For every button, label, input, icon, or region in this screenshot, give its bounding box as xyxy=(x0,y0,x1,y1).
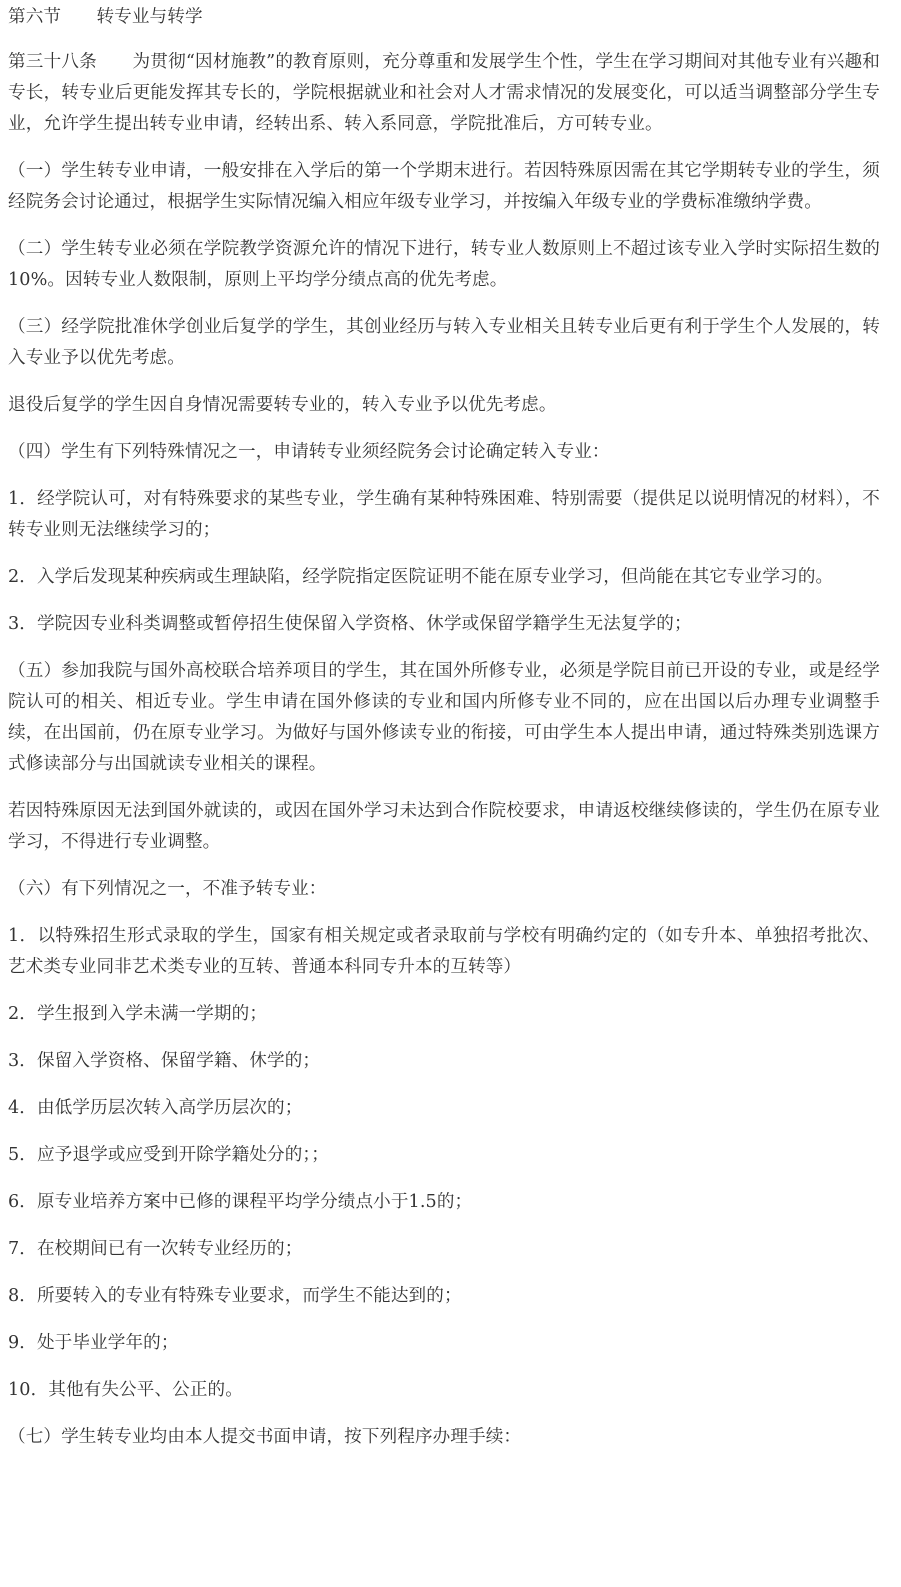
clause-5-supplement: 若因特殊原因无法到国外就读的，或因在国外学习未达到合作院校要求，申请返校继续修读的，学生仍在原专业学习，不得进行专业调整。 xyxy=(8,801,880,852)
clause-1: （一）学生转专业申请，一般安排在入学后的第一个学期末进行。若因特殊原因需在其它学期转专业的学生，须经院务会讨论通过，根据学生实际情况编入相应年级专业学习，并按编入年级专业的学费标准缴纳学费。 xyxy=(8,161,880,212)
clause-6: （六）有下列情况之一，不准予转专业： xyxy=(8,879,327,899)
clause-6-item-4: 4．由低学历层次转入高学历层次的； xyxy=(8,1098,303,1118)
section-title: 第六节 转专业与转学 xyxy=(8,7,203,27)
clause-6-item-1: 1．以特殊招生形式录取的学生，国家有相关规定或者录取前与学校有明确约定的（如专升本、单独招考批次、艺术类专业同非艺术类专业的互转、普通本科同专升本的互转等） xyxy=(8,926,880,977)
document-body xyxy=(8,0,880,1453)
clause-2: （二）学生转专业必须在学院教学资源允许的情况下进行，转专业人数原则上不超过该专业入学时实际招生数的10%。因转专业人数限制，原则上平均学分绩点高的优先考虑。 xyxy=(8,239,880,290)
clause-6-item-7: 7．在校期间已有一次转专业经历的； xyxy=(8,1239,303,1259)
clause-4-item-3: 3．学院因专业科类调整或暂停招生使保留入学资格、休学或保留学籍学生无法复学的； xyxy=(8,614,692,634)
clause-6-item-5: 5．应予退学或应受到开除学籍处分的；； xyxy=(8,1145,329,1165)
clause-3-veterans: 退役后复学的学生因自身情况需要转专业的，转入专业予以优先考虑。 xyxy=(8,395,557,415)
clause-6-item-9: 9．处于毕业学年的； xyxy=(8,1333,179,1353)
clause-4-item-1: 1．经学院认可，对有特殊要求的某些专业，学生确有某种特殊困难、特别需要（提供足以说明情况的材料），不转专业则无法继续学习的； xyxy=(8,489,880,540)
clause-6-item-3: 3．保留入学资格、保留学籍、休学的； xyxy=(8,1051,321,1071)
clause-6-item-6: 6．原专业培养方案中已修的课程平均学分绩点小于1.5的； xyxy=(8,1192,473,1212)
clause-6-item-8: 8．所要转入的专业有特殊专业要求，而学生不能达到的； xyxy=(8,1286,462,1306)
clause-3: （三）经学院批准休学创业后复学的学生，其创业经历与转入专业相关且转专业后更有利于学生个人发展的，转入专业予以优先考虑。 xyxy=(8,317,880,368)
clause-6-item-2: 2．学生报到入学未满一学期的； xyxy=(8,1004,268,1024)
clause-6-item-10: 10．其他有失公平、公正的。 xyxy=(8,1380,243,1400)
article-38: 第三十八条 为贯彻“因材施教”的教育原则，充分尊重和发展学生个性，学生在学习期间对其他专业有兴趣和专长，转专业后更能发挥其专长的，学院根据就业和社会对人才需求情况的发展变化，可以适当调整部分学生专业，允许学生提出转专业申请，经转出系、转入系同意，学院批准后，方可转专业。 xyxy=(8,52,880,134)
clause-7: （七）学生转专业均由本人提交书面申请，按下列程序办理手续： xyxy=(8,1427,522,1447)
clause-4: （四）学生有下列特殊情况之一，申请转专业须经院务会讨论确定转入专业： xyxy=(8,442,610,462)
clause-5: （五）参加我院与国外高校联合培养项目的学生，其在国外所修专业，必须是学院目前已开设的专业，或是经学院认可的相关、相近专业。学生申请在国外修读的专业和国内所修专业不同的，应在出国以后办理专业调整手续，在出国前，仍在原专业学习。为做好与国外修读专业的衔接，可由学生本人提出申请，通过特殊类别选课方式修读部分与出国就读专业相关的课程。 xyxy=(8,661,880,774)
clause-4-item-2: 2．入学后发现某种疾病或生理缺陷，经学院指定医院证明不能在原专业学习，但尚能在其它专业学习的。 xyxy=(8,567,834,587)
